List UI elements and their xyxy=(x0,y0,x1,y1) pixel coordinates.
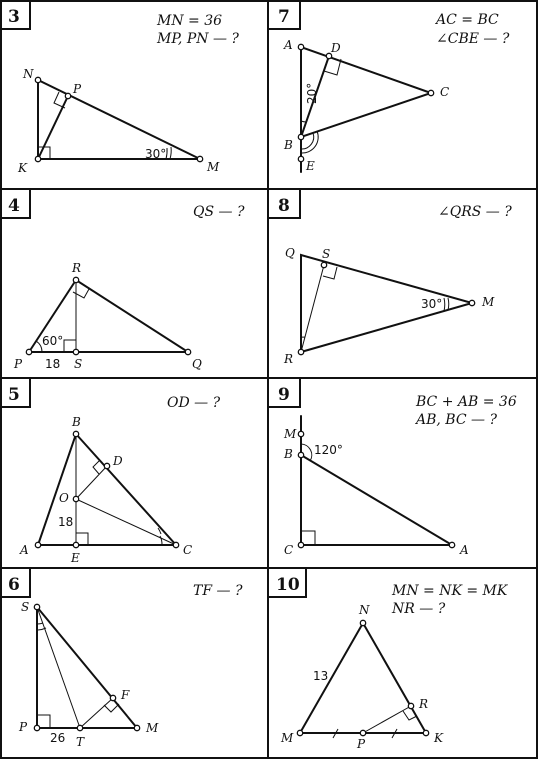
task-line-2: ∠CBE — ? xyxy=(436,31,510,47)
problem-3 xyxy=(8,7,239,175)
number-boxes xyxy=(1,1,306,597)
label-q: Q xyxy=(285,246,295,260)
task-line-1: ∠QRS — ? xyxy=(438,204,512,220)
angle-value: 120° xyxy=(314,443,343,457)
angle-value: 60° xyxy=(42,334,64,348)
label-b: B xyxy=(284,138,293,152)
label-c: C xyxy=(440,85,450,99)
label-s: S xyxy=(74,357,83,371)
angle-value: 30° xyxy=(421,297,443,311)
triangle-nkm xyxy=(35,77,202,161)
problem-7 xyxy=(278,7,510,173)
triangle-spm xyxy=(34,604,139,730)
triangle-abc xyxy=(298,44,433,172)
label-c: C xyxy=(284,543,294,557)
label-q: Q xyxy=(192,357,202,371)
problem-number: 9 xyxy=(278,385,290,405)
problem-number: 6 xyxy=(8,575,20,595)
label-b: B xyxy=(284,447,293,461)
label-p: P xyxy=(14,357,23,371)
label-e: E xyxy=(71,551,80,565)
label-r: R xyxy=(72,261,82,275)
label-a: A xyxy=(460,543,469,557)
triangle-qrm xyxy=(298,255,474,355)
label-a: A xyxy=(284,38,293,52)
label-e: E xyxy=(306,159,315,173)
label-b: B xyxy=(72,415,81,429)
label-t: T xyxy=(76,735,85,749)
segment-value: 18 xyxy=(58,515,74,529)
task-line-1: BC + AB = 36 xyxy=(416,394,517,410)
label-c: C xyxy=(183,543,193,557)
triangle-abc xyxy=(298,416,454,548)
problem-number: 3 xyxy=(8,7,20,27)
problem-10 xyxy=(276,575,509,751)
problem-8 xyxy=(278,196,512,366)
task-line-2: MP, PN — ? xyxy=(157,31,239,47)
label-d: D xyxy=(331,41,341,55)
angle-value: 20° xyxy=(305,82,319,104)
triangle-abc xyxy=(35,431,178,547)
label-m: M xyxy=(281,731,294,745)
label-d: D xyxy=(113,454,123,468)
problem-4 xyxy=(8,196,245,371)
problem-number: 4 xyxy=(8,196,20,216)
label-f: F xyxy=(121,688,130,702)
problem-number: 8 xyxy=(278,196,290,216)
label-m: M xyxy=(146,721,159,735)
side-value: 13 xyxy=(313,669,329,683)
segment-value: 26 xyxy=(50,731,66,745)
problem-5 xyxy=(8,385,221,565)
label-p: P xyxy=(357,737,366,751)
label-p: P xyxy=(73,82,82,96)
problem-number: 10 xyxy=(276,575,300,595)
task-line-2: NR — ? xyxy=(392,601,446,617)
task-line-1: TF — ? xyxy=(193,583,243,599)
task-line-1: MN = NK = MK xyxy=(392,583,508,599)
label-m: M xyxy=(207,160,220,174)
label-k: K xyxy=(434,731,443,745)
label-n: N xyxy=(359,603,370,617)
problem-9 xyxy=(278,385,517,557)
segment-value: 18 xyxy=(45,357,61,371)
label-s: S xyxy=(21,600,30,614)
label-m: M xyxy=(284,427,297,441)
label-r: R xyxy=(419,697,429,711)
problem-number: 7 xyxy=(278,7,290,27)
problem-6 xyxy=(8,575,243,749)
problem-number: 5 xyxy=(8,385,20,405)
label-n: N xyxy=(23,67,34,81)
angle-value: 30° xyxy=(145,147,167,161)
task-line-1: QS — ? xyxy=(193,204,245,220)
label-a: A xyxy=(20,543,29,557)
task-line-1: MN = 36 xyxy=(157,13,223,29)
label-p: P xyxy=(19,720,28,734)
label-m: M xyxy=(482,295,495,309)
label-o: O xyxy=(59,491,69,505)
label-s: S xyxy=(322,247,331,261)
label-r: R xyxy=(284,352,294,366)
label-k: K xyxy=(18,161,27,175)
task-line-1: OD — ? xyxy=(167,395,221,411)
task-line-1: AC = BC xyxy=(436,12,499,28)
task-line-2: AB, BC — ? xyxy=(416,412,497,428)
